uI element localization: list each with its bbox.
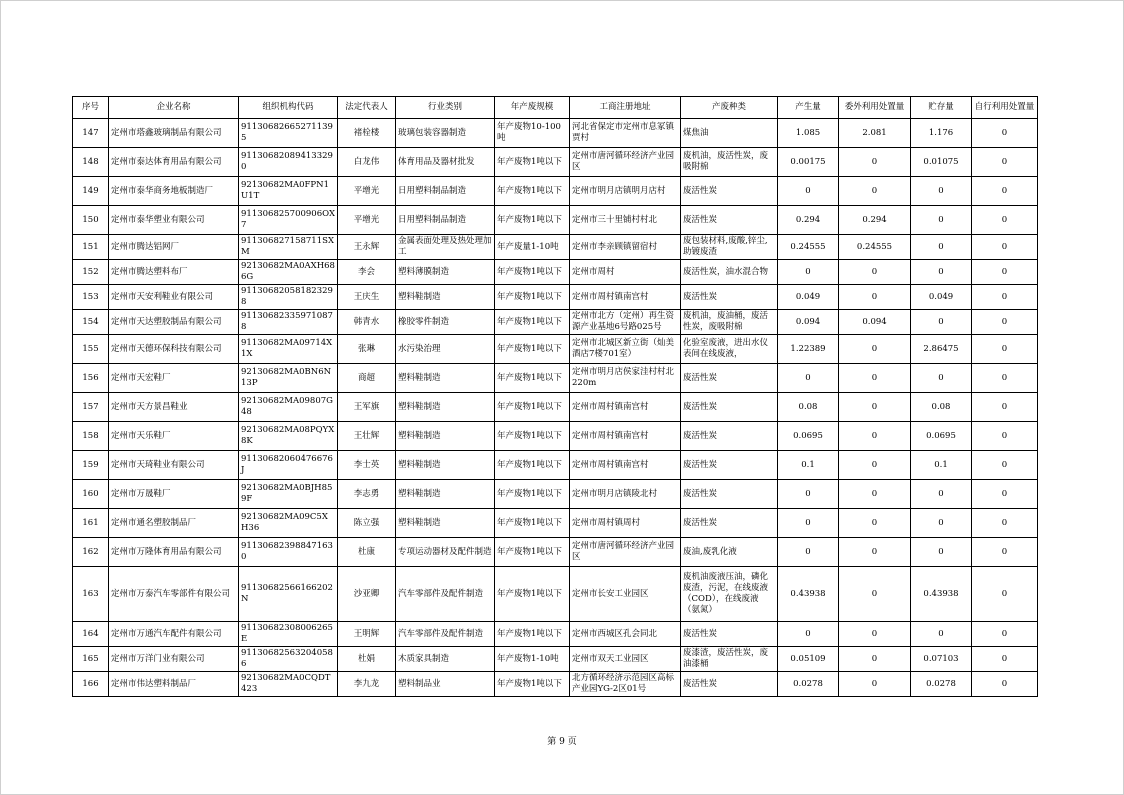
- industry-cell: 塑料鞋制造: [396, 509, 495, 538]
- industry-cell: 日用塑料制品制造: [396, 206, 495, 235]
- address-cell: 定州市周村镇南宫村: [570, 422, 681, 451]
- industry-cell: 木质家具制造: [396, 647, 495, 672]
- self-disposal-cell: 0: [972, 119, 1038, 148]
- company-name-header: 企业名称: [109, 97, 239, 119]
- outsourced-cell: 0.24555: [839, 235, 911, 260]
- industry-cell: 塑料鞋制造: [396, 393, 495, 422]
- legal-rep-cell: 李志勇: [338, 480, 396, 509]
- org-code-cell: 911306827158711SXM: [239, 235, 338, 260]
- outsourced-cell: 0: [839, 148, 911, 177]
- legal-rep-cell: 李会: [338, 260, 396, 285]
- self-disposal-header: 自行利用处置量: [972, 97, 1038, 119]
- org-code-cell: 91130682MA09714X1X: [239, 335, 338, 364]
- table-row: [73, 119, 1038, 148]
- address-cell: 定州市明月店侯家洼村村北220m: [570, 364, 681, 393]
- scale-cell: 年产废物1-10吨: [495, 647, 570, 672]
- industry-cell: 汽车零部件及配件制造: [396, 622, 495, 647]
- company-name-cell: 定州市天琦鞋业有限公司: [109, 451, 239, 480]
- outsourced-cell: 0: [839, 285, 911, 310]
- org-code-cell: 92130682MA08PQYX8K: [239, 422, 338, 451]
- self-disposal-cell: 0: [972, 480, 1038, 509]
- company-name-cell: 定州市万泰汽车零部件有限公司: [109, 567, 239, 622]
- org-code-cell: 911306826652711395: [239, 119, 338, 148]
- company-name-cell: 定州市泰达体育用品有限公司: [109, 148, 239, 177]
- storage-cell: 0: [911, 480, 972, 509]
- company-name-cell: 定州市万通汽车配件有限公司: [109, 622, 239, 647]
- legal-rep-cell: 杜娟: [338, 647, 396, 672]
- outsourced-cell: 0.294: [839, 206, 911, 235]
- legal-rep-cell: 平增光: [338, 206, 396, 235]
- seq-cell: 162: [73, 538, 109, 567]
- storage-cell: 0: [911, 364, 972, 393]
- waste-type-cell: 煤焦油: [681, 119, 778, 148]
- industry-cell: 塑料鞋制造: [396, 422, 495, 451]
- generated-cell: 0: [778, 260, 839, 285]
- self-disposal-cell: 0: [972, 235, 1038, 260]
- seq-cell: 163: [73, 567, 109, 622]
- seq-cell: 155: [73, 335, 109, 364]
- waste-type-header: 产废种类: [681, 97, 778, 119]
- waste-type-cell: 废活性炭: [681, 177, 778, 206]
- storage-cell: 0.08: [911, 393, 972, 422]
- storage-cell: 1.176: [911, 119, 972, 148]
- org-code-header: 组织机构代码: [239, 97, 338, 119]
- self-disposal-cell: 0: [972, 310, 1038, 335]
- waste-type-cell: 废机油，废油桶，废活性炭，废吸附棉: [681, 310, 778, 335]
- address-cell: 北方循环经济示范园区高标产业园YG-2区01号: [570, 672, 681, 697]
- waste-type-cell: 废活性炭: [681, 206, 778, 235]
- generated-cell: 0: [778, 177, 839, 206]
- legal-rep-cell: 韩青水: [338, 310, 396, 335]
- outsourced-cell: 0: [839, 451, 911, 480]
- table-row: [73, 310, 1038, 335]
- address-cell: 定州市三十里铺村村北: [570, 206, 681, 235]
- org-code-cell: 92130682MA0CQDT423: [239, 672, 338, 697]
- outsourced-cell: 0: [839, 422, 911, 451]
- self-disposal-cell: 0: [972, 393, 1038, 422]
- storage-cell: 0.07103: [911, 647, 972, 672]
- scale-cell: 年产废物1吨以下: [495, 422, 570, 451]
- seq-cell: 161: [73, 509, 109, 538]
- self-disposal-cell: 0: [972, 177, 1038, 206]
- company-name-cell: 定州市天德环保科技有限公司: [109, 335, 239, 364]
- address-cell: 定州市李亲顾镇留宿村: [570, 235, 681, 260]
- table-row: [73, 335, 1038, 364]
- address-cell: 定州市明月店镇明月店村: [570, 177, 681, 206]
- generated-cell: 0.094: [778, 310, 839, 335]
- storage-cell: 0: [911, 538, 972, 567]
- seq-cell: 165: [73, 647, 109, 672]
- scale-cell: 年产废物1吨以下: [495, 451, 570, 480]
- waste-type-cell: 废活性炭: [681, 672, 778, 697]
- legal-rep-cell: 商超: [338, 364, 396, 393]
- legal-rep-cell: 李九龙: [338, 672, 396, 697]
- scale-cell: 年产废量1-10吨: [495, 235, 570, 260]
- company-name-cell: 定州市腾达铝网厂: [109, 235, 239, 260]
- company-name-cell: 定州市天安利鞋业有限公司: [109, 285, 239, 310]
- table-row: [73, 451, 1038, 480]
- company-name-cell: 定州市天达塑胶制品有限公司: [109, 310, 239, 335]
- waste-type-cell: 废机油，废活性炭，废吸附棉: [681, 148, 778, 177]
- outsourced-cell: 0.094: [839, 310, 911, 335]
- legal-rep-cell: 杜康: [338, 538, 396, 567]
- table-row: [73, 393, 1038, 422]
- company-name-cell: 定州市泰华商务地板制造厂: [109, 177, 239, 206]
- table-row: [73, 235, 1038, 260]
- industry-header: 行业类别: [396, 97, 495, 119]
- page-number: 第 9 页: [547, 737, 577, 747]
- org-code-cell: 92130682MA09C5XH36: [239, 509, 338, 538]
- company-name-cell: 定州市通名塑胶制品厂: [109, 509, 239, 538]
- outsourced-cell: 0: [839, 335, 911, 364]
- company-name-cell: 定州市天乐鞋厂: [109, 422, 239, 451]
- generated-header: 产生量: [778, 97, 839, 119]
- self-disposal-cell: 0: [972, 451, 1038, 480]
- legal-rep-cell: 王明辉: [338, 622, 396, 647]
- company-name-cell: 定州市万洋门业有限公司: [109, 647, 239, 672]
- industry-cell: 水污染治理: [396, 335, 495, 364]
- scale-cell: 年产废物1吨以下: [495, 310, 570, 335]
- legal-rep-cell: 王庆生: [338, 285, 396, 310]
- table-row: [73, 285, 1038, 310]
- address-cell: 定州市周村镇南宫村: [570, 451, 681, 480]
- storage-cell: 0: [911, 622, 972, 647]
- legal-rep-cell: 王军旗: [338, 393, 396, 422]
- self-disposal-cell: 0: [972, 285, 1038, 310]
- generated-cell: 0.00175: [778, 148, 839, 177]
- table-row: [73, 206, 1038, 235]
- seq-cell: 158: [73, 422, 109, 451]
- generated-cell: 1.085: [778, 119, 839, 148]
- industry-cell: 塑料鞋制造: [396, 364, 495, 393]
- generated-cell: 0: [778, 509, 839, 538]
- storage-cell: 0: [911, 310, 972, 335]
- waste-type-cell: 化验室废液，进出水仪表间在线废液，: [681, 335, 778, 364]
- org-code-cell: 91130682308006265E: [239, 622, 338, 647]
- industry-cell: 塑料薄膜制造: [396, 260, 495, 285]
- storage-cell: 2.86475: [911, 335, 972, 364]
- storage-cell: 0: [911, 260, 972, 285]
- scale-cell: 年产废物1吨以下: [495, 206, 570, 235]
- seq-cell: 166: [73, 672, 109, 697]
- scale-cell: 年产废物1吨以下: [495, 509, 570, 538]
- table-row: [73, 672, 1038, 697]
- org-code-cell: 911306820894133290: [239, 148, 338, 177]
- storage-cell: 0.1: [911, 451, 972, 480]
- scale-cell: 年产废物1吨以下: [495, 364, 570, 393]
- outsourced-cell: 0: [839, 672, 911, 697]
- address-cell: 定州市周村: [570, 260, 681, 285]
- self-disposal-cell: 0: [972, 647, 1038, 672]
- self-disposal-cell: 0: [972, 622, 1038, 647]
- self-disposal-cell: 0: [972, 364, 1038, 393]
- scale-cell: 年产废物1吨以下: [495, 148, 570, 177]
- company-name-cell: 定州市伟达塑料制品厂: [109, 672, 239, 697]
- generated-cell: 1.22389: [778, 335, 839, 364]
- generated-cell: 0.0278: [778, 672, 839, 697]
- generated-cell: 0.1: [778, 451, 839, 480]
- self-disposal-cell: 0: [972, 260, 1038, 285]
- scale-cell: 年产废物1吨以下: [495, 538, 570, 567]
- table-row: [73, 260, 1038, 285]
- scale-cell: 年产废物1吨以下: [495, 672, 570, 697]
- legal-rep-cell: 王壮辉: [338, 422, 396, 451]
- address-cell: 定州市明月店镇陵北村: [570, 480, 681, 509]
- legal-rep-header: 法定代表人: [338, 97, 396, 119]
- outsourced-cell: 0: [839, 647, 911, 672]
- waste-type-cell: 废油,废乳化液: [681, 538, 778, 567]
- scale-cell: 年产废物1吨以下: [495, 622, 570, 647]
- seq-cell: 156: [73, 364, 109, 393]
- scale-cell: 年产废物1吨以下: [495, 260, 570, 285]
- seq-cell: 157: [73, 393, 109, 422]
- generated-cell: 0.24555: [778, 235, 839, 260]
- industry-cell: 汽车零部件及配件制造: [396, 567, 495, 622]
- scale-cell: 年产废物1吨以下: [495, 567, 570, 622]
- industry-cell: 塑料鞋制造: [396, 451, 495, 480]
- seq-cell: 147: [73, 119, 109, 148]
- outsourced-cell: 0: [839, 260, 911, 285]
- table-body: [73, 119, 1038, 697]
- table-row: [73, 148, 1038, 177]
- address-cell: 定州市唐河循环经济产业园区: [570, 538, 681, 567]
- waste-type-cell: 废包装材料,废酸,锌尘,助镀废渣: [681, 235, 778, 260]
- scale-cell: 年产废物1吨以下: [495, 285, 570, 310]
- scale-header: 年产废规模: [495, 97, 570, 119]
- table-row: [73, 422, 1038, 451]
- scale-cell: 年产废物10-100吨: [495, 119, 570, 148]
- waste-enterprise-table: [72, 96, 1038, 697]
- industry-cell: 塑料制品业: [396, 672, 495, 697]
- industry-cell: 玻璃包装容器制造: [396, 119, 495, 148]
- outsourced-cell: 0: [839, 177, 911, 206]
- generated-cell: 0.049: [778, 285, 839, 310]
- legal-rep-cell: 平增光: [338, 177, 396, 206]
- storage-cell: 0: [911, 177, 972, 206]
- org-code-cell: 91130682566166202N: [239, 567, 338, 622]
- org-code-cell: 92130682MA0AXH686G: [239, 260, 338, 285]
- address-cell: 河北省保定市定州市息冢镇贾村: [570, 119, 681, 148]
- industry-cell: 日用塑料制品制造: [396, 177, 495, 206]
- org-code-cell: 91130682060476676J: [239, 451, 338, 480]
- generated-cell: 0: [778, 480, 839, 509]
- industry-cell: 橡胶零件制造: [396, 310, 495, 335]
- waste-type-cell: 废活性炭，油水混合物: [681, 260, 778, 285]
- generated-cell: 0.43938: [778, 567, 839, 622]
- self-disposal-cell: 0: [972, 567, 1038, 622]
- waste-type-cell: 废活性炭: [681, 451, 778, 480]
- legal-rep-cell: 沙亚卿: [338, 567, 396, 622]
- storage-cell: 0: [911, 206, 972, 235]
- table-row: [73, 647, 1038, 672]
- legal-rep-cell: 白龙伟: [338, 148, 396, 177]
- seq-cell: 148: [73, 148, 109, 177]
- address-cell: 定州市周村镇周村: [570, 509, 681, 538]
- table-row: [73, 177, 1038, 206]
- org-code-cell: 911306825632040586: [239, 647, 338, 672]
- seq-cell: 152: [73, 260, 109, 285]
- waste-type-cell: 废活性炭: [681, 285, 778, 310]
- outsourced-cell: 0: [839, 622, 911, 647]
- seq-cell: 149: [73, 177, 109, 206]
- waste-type-cell: 废活性炭: [681, 480, 778, 509]
- address-cell: 定州市唐河循环经济产业园区: [570, 148, 681, 177]
- storage-cell: 0.049: [911, 285, 972, 310]
- seq-cell: 150: [73, 206, 109, 235]
- self-disposal-cell: 0: [972, 206, 1038, 235]
- seq-cell: 159: [73, 451, 109, 480]
- generated-cell: 0.0695: [778, 422, 839, 451]
- seq-cell: 154: [73, 310, 109, 335]
- org-code-cell: 92130682MA0FPN1U1T: [239, 177, 338, 206]
- self-disposal-cell: 0: [972, 538, 1038, 567]
- industry-cell: 体育用品及器材批发: [396, 148, 495, 177]
- scale-cell: 年产废物1吨以下: [495, 177, 570, 206]
- legal-rep-cell: 褚栓楼: [338, 119, 396, 148]
- company-name-cell: 定州市天方景昌鞋业: [109, 393, 239, 422]
- table-row: [73, 509, 1038, 538]
- org-code-cell: 911306825700906OX7: [239, 206, 338, 235]
- address-cell: 定州市长安工业园区: [570, 567, 681, 622]
- generated-cell: 0.08: [778, 393, 839, 422]
- company-name-cell: 定州市泰华塑业有限公司: [109, 206, 239, 235]
- outsourced-cell: 0: [839, 480, 911, 509]
- legal-rep-cell: 李士英: [338, 451, 396, 480]
- address-cell: 定州市周村镇南宫村: [570, 393, 681, 422]
- self-disposal-cell: 0: [972, 335, 1038, 364]
- seq-cell: 151: [73, 235, 109, 260]
- waste-type-cell: 废活性炭: [681, 622, 778, 647]
- org-code-cell: 911306823359710878: [239, 310, 338, 335]
- generated-cell: 0.294: [778, 206, 839, 235]
- table-row: [73, 364, 1038, 393]
- waste-type-cell: 废活性炭: [681, 422, 778, 451]
- storage-cell: 0: [911, 235, 972, 260]
- storage-cell: 0: [911, 509, 972, 538]
- company-name-cell: 定州市腾达塑料布厂: [109, 260, 239, 285]
- legal-rep-cell: 王永辉: [338, 235, 396, 260]
- self-disposal-cell: 0: [972, 509, 1038, 538]
- industry-cell: 专项运动器材及配件制造: [396, 538, 495, 567]
- generated-cell: 0: [778, 364, 839, 393]
- legal-rep-cell: 陈立强: [338, 509, 396, 538]
- header-row: [73, 97, 1038, 119]
- outsourced-cell: 0: [839, 364, 911, 393]
- industry-cell: 塑料鞋制造: [396, 480, 495, 509]
- storage-cell: 0.01075: [911, 148, 972, 177]
- waste-type-cell: 废活性炭: [681, 509, 778, 538]
- seq-header: 序号: [73, 97, 109, 119]
- industry-cell: 金属表面处理及热处理加工: [396, 235, 495, 260]
- address-cell: 定州市北城区新立街（灿美酒店7楼701室）: [570, 335, 681, 364]
- outsourced-cell: 2.081: [839, 119, 911, 148]
- outsourced-cell: 0: [839, 393, 911, 422]
- waste-type-cell: 废漆渣，废活性炭，废油漆桶: [681, 647, 778, 672]
- storage-header: 贮存量: [911, 97, 972, 119]
- outsourced-cell: 0: [839, 567, 911, 622]
- self-disposal-cell: 0: [972, 672, 1038, 697]
- outsourced-cell: 0: [839, 538, 911, 567]
- storage-cell: 0.0695: [911, 422, 972, 451]
- seq-cell: 160: [73, 480, 109, 509]
- address-cell: 定州市北方（定州）再生资源产业基地6号路025号: [570, 310, 681, 335]
- address-cell: 定州市双天工业园区: [570, 647, 681, 672]
- generated-cell: 0: [778, 538, 839, 567]
- outsourced-header: 委外利用处置量: [839, 97, 911, 119]
- scale-cell: 年产废物1吨以下: [495, 480, 570, 509]
- table-row: [73, 622, 1038, 647]
- table-row: [73, 538, 1038, 567]
- self-disposal-cell: 0: [972, 422, 1038, 451]
- outsourced-cell: 0: [839, 509, 911, 538]
- seq-cell: 164: [73, 622, 109, 647]
- storage-cell: 0.0278: [911, 672, 972, 697]
- company-name-cell: 定州市天宏鞋厂: [109, 364, 239, 393]
- storage-cell: 0.43938: [911, 567, 972, 622]
- industry-cell: 塑料鞋制造: [396, 285, 495, 310]
- company-name-cell: 定州市万晟鞋厂: [109, 480, 239, 509]
- company-name-cell: 定州市塔鑫玻璃制品有限公司: [109, 119, 239, 148]
- address-cell: 定州市西城区孔会同北: [570, 622, 681, 647]
- table-row: [73, 480, 1038, 509]
- org-code-cell: 92130682MA0BN6N13P: [239, 364, 338, 393]
- address-cell: 定州市周村镇南宫村: [570, 285, 681, 310]
- scale-cell: 年产废物1吨以下: [495, 335, 570, 364]
- generated-cell: 0: [778, 622, 839, 647]
- org-code-cell: 92130682MA0BJH859F: [239, 480, 338, 509]
- legal-rep-cell: 张琳: [338, 335, 396, 364]
- waste-type-cell: 废机油废液压油，磷化废渣，污泥，在线废液（COD），在线废液（氨氮）: [681, 567, 778, 622]
- table-row: [73, 567, 1038, 622]
- self-disposal-cell: 0: [972, 148, 1038, 177]
- org-code-cell: 92130682MA09807G48: [239, 393, 338, 422]
- waste-type-cell: 废活性炭: [681, 393, 778, 422]
- waste-type-cell: 废活性炭: [681, 364, 778, 393]
- address-header: 工商注册地址: [570, 97, 681, 119]
- scale-cell: 年产废物1吨以下: [495, 393, 570, 422]
- generated-cell: 0.05109: [778, 647, 839, 672]
- org-code-cell: 911306820581823298: [239, 285, 338, 310]
- seq-cell: 153: [73, 285, 109, 310]
- company-name-cell: 定州市万隆体育用品有限公司: [109, 538, 239, 567]
- org-code-cell: 911306823988471630: [239, 538, 338, 567]
